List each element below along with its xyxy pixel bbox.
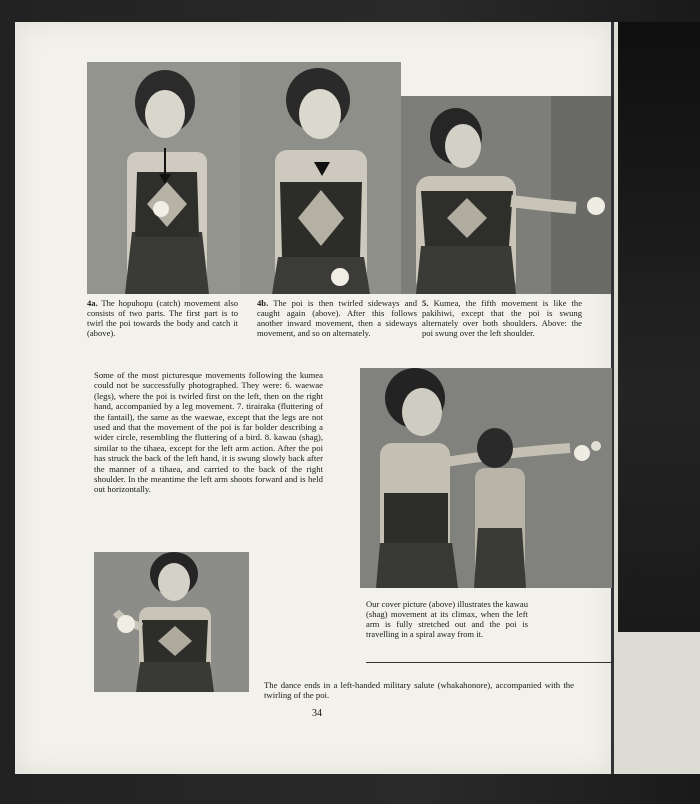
photo-kawau-cover bbox=[360, 368, 612, 588]
caption-4a-text: The hopuhopu (catch) movement also consists of two parts. The first part is to twirl the poi towards the body and catch it (above). bbox=[87, 298, 238, 339]
closing-text: The dance ends in a left-handed military salute (whakahonore), accompanied with the twirling of the poi. bbox=[264, 680, 574, 701]
photo-5-kumea bbox=[401, 96, 611, 294]
caption-5-label: 5. bbox=[422, 298, 429, 308]
caption-4a-label: 4a. bbox=[87, 298, 98, 308]
caption-4a bbox=[87, 298, 238, 338]
caption-5 bbox=[422, 298, 582, 338]
photo-4a-hopuhopu-catch bbox=[87, 62, 240, 294]
scan-shadow bbox=[618, 22, 700, 632]
page-number: 34 bbox=[312, 708, 322, 719]
photo-4b-sideways-catch bbox=[240, 62, 401, 294]
caption-5-text: Kumea, the fifth movement is like the pakihiwi, except that the poi is swung alternately over both shoulders. Above: the poi swung over the left shoulder. bbox=[422, 298, 583, 339]
caption-4b bbox=[257, 298, 417, 338]
body-text: Some of the most picturesque movements following the kumea could not be successfully photographed. They were: 6. waewae (legs), where the poi is twirled first on the left, then on the right hand, accompanied by a leg movement. 7. tirairaka (fluttering of the fantail), the same as the waewae, except that the legs are not used and that the movement of the poi is far bolder describing a wider circle, resembling the fluttering of a bird. 8. kawau (shag), similar to the tihaea, except for the left arm action. After the poi has struck the back of the left hand, it is swung slowly back after the manner of a tihaea, and carried to the back of the right shoulder. In the meantime the left arm shoots forward and is held out horizontally. bbox=[94, 370, 323, 495]
photo-left-shoulder-swing bbox=[94, 552, 249, 692]
caption-4b-text: The poi is then twirled sideways and caught again (above). After this follows another inward movement, then a sideways movement, and so on alternately. bbox=[257, 298, 418, 339]
caption-4b-label: 4b. bbox=[257, 298, 269, 308]
divider-rule bbox=[366, 662, 612, 663]
cover-caption: Our cover picture (above) illustrates the kawau (shag) movement at its climax, when the left arm is fully stretched out and the poi is travelling in a spiral away from it. bbox=[366, 599, 528, 640]
